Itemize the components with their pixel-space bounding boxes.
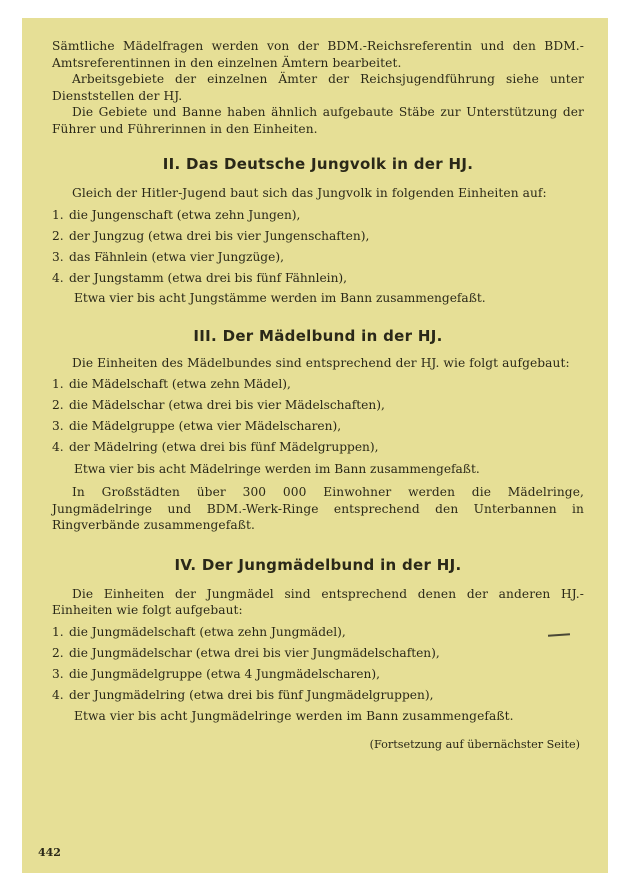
section-2-heading: II. Das Deutsche Jungvolk in der HJ. [162, 155, 474, 173]
list-item: 4. der Jungmädelring (etwa drei bis fünf Jungmädelgruppen), [52, 687, 434, 702]
section-2-list [52, 205, 584, 289]
list-item: 2. die Mädelschar (etwa drei bis vier Mädelschaften), [52, 398, 385, 412]
list-item: 3. das Fähnlein (etwa vier Jungzüge), [52, 249, 284, 264]
section-4-heading: IV. Der Jungmädelbund in der HJ. [174, 555, 462, 574]
intro-paragraph-2: Arbeitsgebiete der einzelnen Ämter der Reichsjugendführung siehe unter Dienststellen der HJ. [52, 72, 584, 103]
intro-paragraph-1: Sämtliche Mädelfragen werden von der BDM.-Reichsreferentin und den BDM.-Amtsreferentinnen in den einzelnen Ämtern bearbeitet. [52, 39, 584, 70]
document-page [22, 18, 608, 873]
section-3-list [52, 374, 584, 458]
continuation-note: (Fortsetzung auf übernächster Seite) [369, 738, 580, 751]
section-4-list [52, 622, 584, 706]
list-item: 1. die Mädelschaft (etwa zehn Mädel), [52, 377, 291, 391]
list-item: 4. der Jungstamm (etwa drei bis fünf Fähnlein), [52, 270, 348, 285]
list-item: 3. die Mädelgruppe (etwa vier Mädelscharen), [52, 419, 342, 433]
page-number: 442 [38, 846, 61, 859]
list-item: 4. der Mädelring (etwa drei bis fünf Mädelgruppen), [52, 440, 379, 454]
section-3-lead: Die Einheiten des Mädelbundes sind entsprechend der HJ. wie folgt aufgebaut: [72, 355, 570, 370]
section-4-lead: Die Einheiten der Jungmädel sind entsprechend denen der anderen HJ.-Einheiten wie folgt aufgebaut: [52, 586, 584, 617]
intro-paragraph-3: Die Gebiete und Banne haben ähnlich aufgebaute Stäbe zur Unterstützung der Führer und Führerinnen in den Einheiten. [52, 105, 584, 136]
list-item: 2. der Jungzug (etwa drei bis vier Jungenschaften), [52, 228, 370, 243]
section-3-summary: Etwa vier bis acht Mädelringe werden im Bann zusammengefaßt. [74, 462, 480, 476]
section-4-summary: Etwa vier bis acht Jungmädelringe werden im Bann zusammengefaßt. [74, 708, 514, 723]
section-3-heading: III. Der Mädelbund in der HJ. [193, 326, 443, 345]
list-item: 1. die Jungmädelschaft (etwa zehn Jungmädel), [52, 624, 346, 639]
section-3-note: In Großstädten über 300 000 Einwohner werden die Mädelringe, Jungmädelringe und BDM.-Werk-Ringe entsprechend den Unterbannen in Ringverbände zusammengefaßt. [52, 485, 584, 532]
list-item: 2. die Jungmädelschar (etwa drei bis vier Jungmädelschaften), [52, 645, 440, 660]
list-item: 1. die Jungenschaft (etwa zehn Jungen), [52, 207, 301, 222]
section-2-lead: Gleich der Hitler-Jugend baut sich das Jungvolk in folgenden Einheiten auf: [72, 186, 547, 200]
list-item: 3. die Jungmädelgruppe (etwa 4 Jungmädelscharen), [52, 666, 380, 681]
section-2-summary: Etwa vier bis acht Jungstämme werden im Bann zusammengefaßt. [74, 290, 486, 305]
